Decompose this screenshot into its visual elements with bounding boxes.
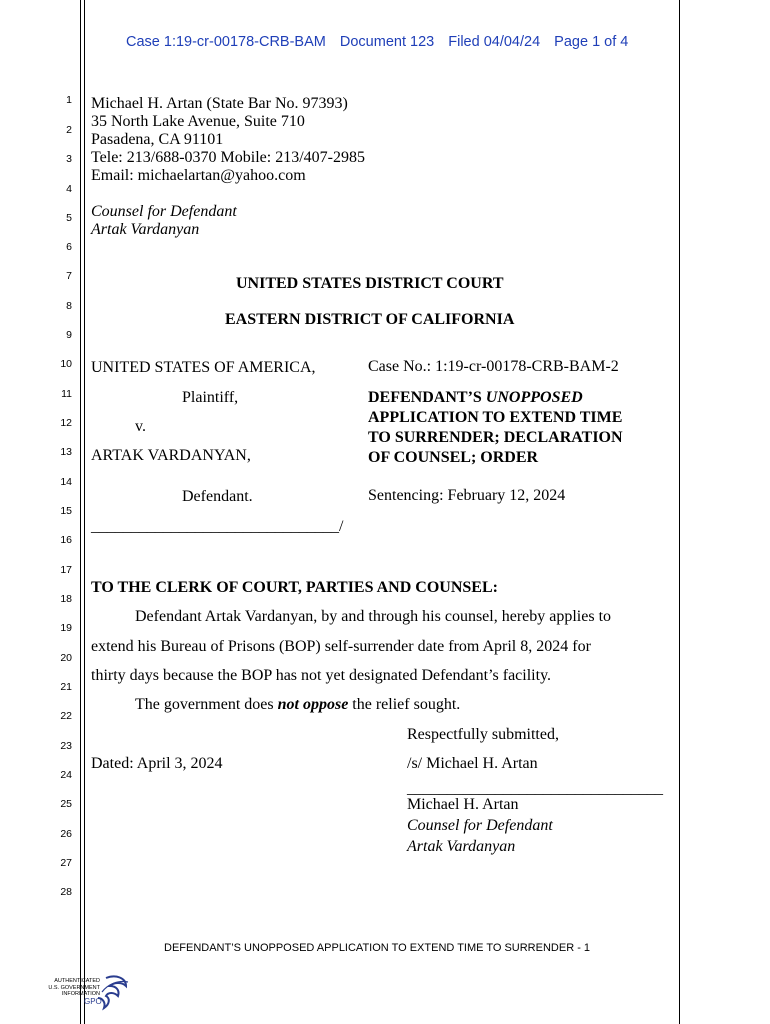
case-number-stamp: Case 1:19-cr-00178-CRB-BAM bbox=[126, 34, 326, 50]
body-paragraph-1-line-3: thirty days because the BOP has not yet designated Defendant’s facility. bbox=[91, 667, 552, 684]
body-paragraph-2-emphasis: not oppose bbox=[277, 696, 349, 713]
line-number: 28 bbox=[60, 886, 72, 898]
line-number: 13 bbox=[60, 446, 72, 458]
line-number: 27 bbox=[60, 857, 72, 869]
court-district: EASTERN DISTRICT OF CALIFORNIA bbox=[225, 311, 515, 328]
body-paragraph-2-post: the relief sought. bbox=[348, 696, 461, 713]
gpo-label: GPO bbox=[84, 997, 102, 1006]
line-number: 26 bbox=[60, 828, 72, 840]
document-number-stamp: Document 123 bbox=[339, 34, 435, 50]
electronic-signature: /s/ Michael H. Artan bbox=[407, 755, 538, 772]
document-title-line-2: APPLICATION TO EXTEND TIME bbox=[368, 409, 623, 426]
defendant-name: ARTAK VARDANYAN, bbox=[91, 447, 251, 464]
document-title-line-4: OF COUNSEL; ORDER bbox=[368, 449, 539, 466]
line-number: 2 bbox=[66, 124, 72, 136]
signer-role: Counsel for Defendant bbox=[407, 817, 553, 834]
line-number: 24 bbox=[60, 769, 72, 781]
line-number: 11 bbox=[61, 388, 72, 400]
seal-line-2: U.S. GOVERNMENT bbox=[48, 984, 100, 991]
attorney-email: Email: michaelartan@yahoo.com bbox=[91, 167, 306, 184]
line-number: 23 bbox=[60, 740, 72, 752]
left-margin-rule-outer bbox=[80, 0, 81, 1024]
court-name: UNITED STATES DISTRICT COURT bbox=[236, 275, 504, 292]
line-number: 14 bbox=[60, 476, 72, 488]
line-number: 16 bbox=[60, 534, 72, 546]
body-paragraph-2-pre: The government does bbox=[135, 696, 278, 713]
body-paragraph-1-line-2: extend his Bureau of Prisons (BOP) self-surrender date from April 8, 2024 for bbox=[91, 638, 591, 655]
document-title-line-3: TO SURRENDER; DECLARATION bbox=[368, 429, 623, 446]
line-number: 12 bbox=[60, 417, 72, 429]
line-number: 6 bbox=[66, 241, 72, 253]
line-number: 18 bbox=[60, 593, 72, 605]
line-number: 5 bbox=[66, 212, 72, 224]
body-paragraph-1-line-1: Defendant Artak Vardanyan, by and through his counsel, hereby applies to bbox=[135, 608, 612, 625]
signature-line: ________________________________ bbox=[407, 780, 663, 797]
salutation: TO THE CLERK OF COURT, PARTIES AND COUNSEL: bbox=[91, 579, 498, 596]
document-title-emphasis: UNOPPOSED bbox=[485, 389, 583, 406]
page-number-stamp: Page 1 of 4 bbox=[554, 34, 629, 50]
line-number: 3 bbox=[66, 153, 72, 165]
versus: v. bbox=[135, 418, 146, 435]
document-title-prefix: DEFENDANT’S bbox=[368, 389, 486, 406]
line-number: 20 bbox=[60, 652, 72, 664]
attorney-role: Counsel for Defendant bbox=[91, 203, 237, 220]
line-number: 9 bbox=[66, 329, 72, 341]
caption-divider: _______________________________/ bbox=[91, 518, 344, 535]
document-title-line-1 bbox=[368, 389, 583, 407]
dated: Dated: April 3, 2024 bbox=[91, 755, 223, 772]
gpo-eagle-seal-icon bbox=[44, 972, 134, 1016]
closing: Respectfully submitted, bbox=[407, 726, 559, 743]
line-number: 17 bbox=[60, 564, 72, 576]
defendant-label: Defendant. bbox=[182, 488, 253, 505]
line-number: 15 bbox=[60, 505, 72, 517]
left-margin-rule-inner bbox=[84, 0, 85, 1024]
plaintiff-name: UNITED STATES OF AMERICA, bbox=[91, 359, 316, 376]
right-margin-rule bbox=[679, 0, 680, 1024]
attorney-address-2: Pasadena, CA 91101 bbox=[91, 131, 224, 148]
attorney-address-1: 35 North Lake Avenue, Suite 710 bbox=[91, 113, 305, 130]
line-number: 8 bbox=[66, 300, 72, 312]
attorney-phone: Tele: 213/688-0370 Mobile: 213/407-2985 bbox=[91, 149, 365, 166]
line-number: 21 bbox=[60, 681, 72, 693]
line-number: 22 bbox=[60, 710, 72, 722]
seal-line-1: AUTHENTICATED bbox=[54, 978, 100, 984]
body-paragraph-2 bbox=[135, 696, 460, 714]
filing-header bbox=[126, 34, 638, 50]
attorney-client: Artak Vardanyan bbox=[91, 221, 200, 238]
case-number: Case No.: 1:19-cr-00178-CRB-BAM-2 bbox=[368, 358, 619, 375]
signer-client: Artak Vardanyan bbox=[407, 838, 516, 855]
line-number: 25 bbox=[60, 798, 72, 810]
line-number: 7 bbox=[66, 270, 72, 282]
signer-name: Michael H. Artan bbox=[407, 796, 519, 813]
line-number: 19 bbox=[60, 622, 72, 634]
attorney-name-bar: Michael H. Artan (State Bar No. 97393) bbox=[91, 95, 348, 112]
line-number: 1 bbox=[66, 94, 72, 106]
sentencing-date: Sentencing: February 12, 2024 bbox=[368, 487, 566, 504]
filed-date-stamp: Filed 04/04/24 bbox=[448, 34, 541, 50]
seal-line-3: INFORMATION bbox=[61, 991, 100, 997]
line-number: 10 bbox=[60, 358, 72, 370]
page-footer: DEFENDANT’S UNOPPOSED APPLICATION TO EXTEND TIME TO SURRENDER - 1 bbox=[164, 942, 591, 954]
line-number: 4 bbox=[66, 183, 72, 195]
plaintiff-label: Plaintiff, bbox=[182, 389, 239, 406]
